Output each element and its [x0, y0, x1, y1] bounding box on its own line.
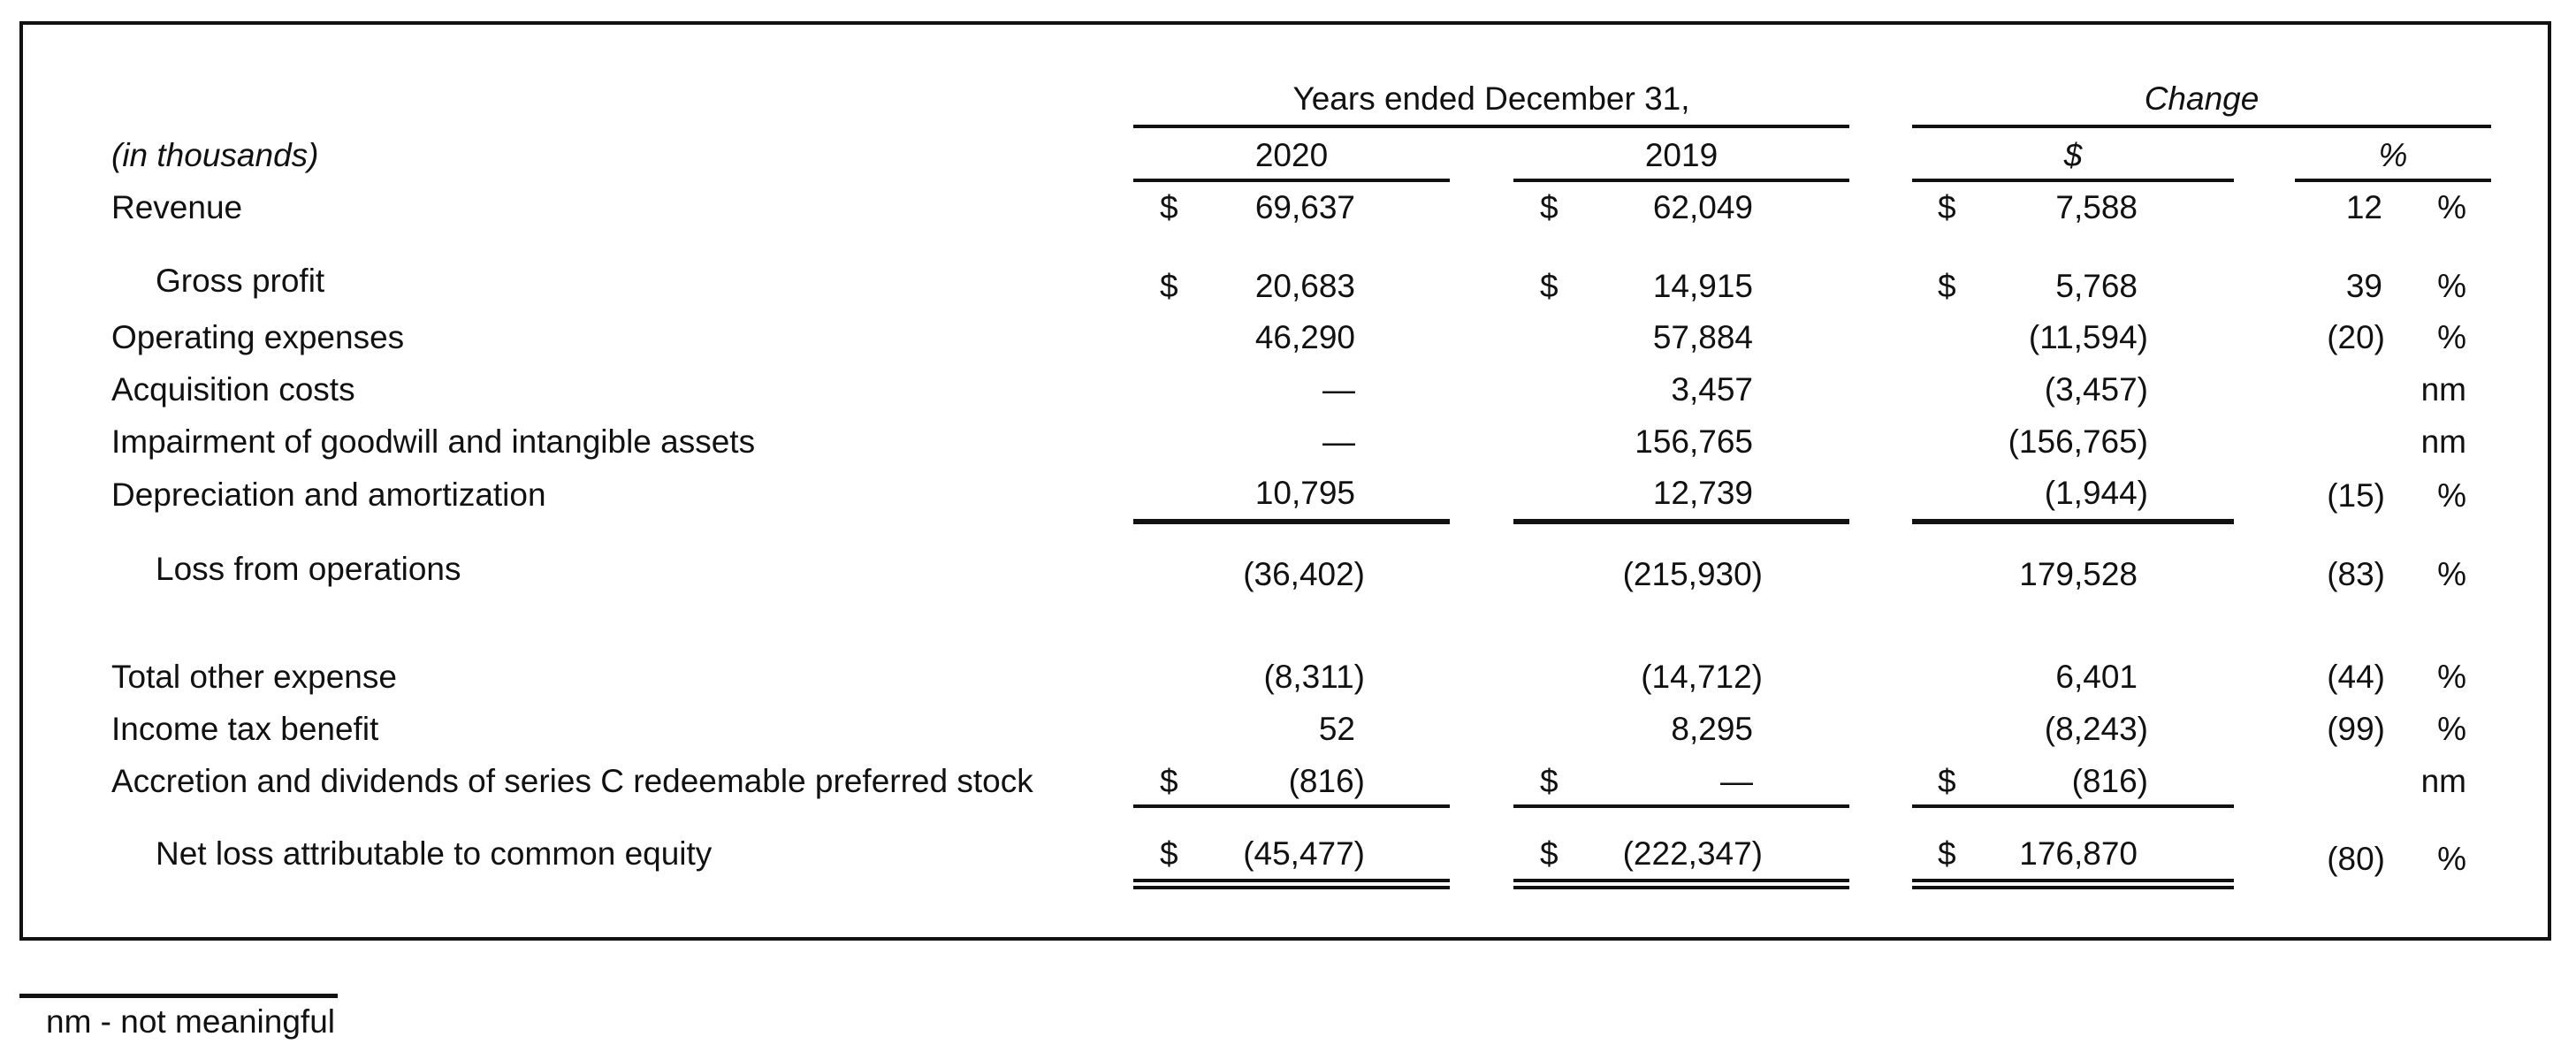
subtotal-rule — [1133, 519, 1450, 524]
pct-unit: % — [2437, 841, 2466, 877]
header-rule — [1133, 125, 1849, 128]
value-2020: 52 — [1318, 711, 1355, 747]
value-pct: (99) — [2327, 711, 2385, 747]
row-label: Impairment of goodwill and intangible assets — [111, 423, 756, 460]
value-2020: 20,683 — [1254, 268, 1355, 304]
units-label: (in thousands) — [111, 137, 319, 173]
row-label: Acquisition costs — [111, 371, 355, 408]
currency-sign: $ — [1938, 268, 1956, 304]
years-ended-header: Years ended December 31, — [1292, 80, 1690, 117]
value-2019: — — [1720, 763, 1753, 799]
pct-unit: % — [2437, 477, 2466, 514]
pct-unit: % — [2437, 711, 2466, 747]
column-rule — [1912, 179, 2234, 182]
value-change: (8,243) — [2044, 711, 2148, 747]
value-2019: 8,295 — [1671, 711, 1753, 747]
value-pct: (83) — [2327, 556, 2385, 592]
value-change: (11,594) — [2028, 319, 2148, 355]
col-2020-header: 2020 — [1254, 137, 1329, 173]
column-rule — [2295, 179, 2491, 182]
col-2019-header: 2019 — [1644, 137, 1719, 173]
row-label: Operating expenses — [111, 319, 405, 355]
header-rule — [1912, 125, 2491, 128]
row-label: Loss from operations — [156, 551, 461, 587]
footnote-rule — [19, 994, 338, 998]
change-header: Change — [2144, 80, 2260, 117]
value-2020: (36,402) — [1243, 556, 1365, 592]
currency-sign: $ — [1540, 763, 1559, 799]
value-2019: 62,049 — [1652, 189, 1753, 225]
double-underline — [1513, 879, 1849, 889]
value-pct: 12 — [2345, 189, 2382, 225]
currency-sign: $ — [1160, 835, 1178, 872]
row-label: Net loss attributable to common equity — [156, 835, 713, 872]
value-2020: 69,637 — [1254, 189, 1355, 225]
value-2019: 14,915 — [1652, 268, 1753, 304]
value-2019: (222,347) — [1622, 835, 1763, 872]
value-2020: (8,311) — [1263, 659, 1365, 695]
currency-sign: $ — [1160, 763, 1178, 799]
value-2020: — — [1322, 371, 1355, 408]
column-rule — [1513, 179, 1849, 182]
value-change: 7,588 — [2055, 189, 2138, 225]
row-label: Income tax benefit — [111, 711, 379, 747]
row-label: Gross profit — [156, 263, 325, 299]
value-2020: — — [1322, 423, 1355, 460]
value-pct: (44) — [2327, 659, 2385, 695]
pct-unit: % — [2437, 659, 2466, 695]
row-label: Revenue — [111, 189, 243, 225]
value-pct: 39 — [2345, 268, 2382, 304]
total-rule — [1912, 804, 2234, 808]
currency-sign: $ — [1938, 835, 1956, 872]
row-label: Total other expense — [111, 659, 397, 695]
pct-unit: % — [2437, 556, 2466, 592]
pct-unit: nm — [2420, 763, 2466, 799]
col-dollar-change-header: $ — [2063, 137, 2083, 173]
currency-sign: $ — [1540, 189, 1559, 225]
value-change: (156,765) — [2008, 423, 2148, 460]
pct-unit: nm — [2420, 423, 2466, 460]
value-2019: 12,739 — [1652, 475, 1753, 511]
value-change: 179,528 — [2019, 556, 2138, 592]
value-change: 5,768 — [2055, 268, 2138, 304]
value-change: (816) — [2071, 763, 2148, 799]
value-2020: 10,795 — [1254, 475, 1355, 511]
total-rule — [1133, 804, 1450, 808]
footnote: nm - not meaningful — [46, 1003, 336, 1040]
subtotal-rule — [1513, 519, 1849, 524]
row-label: Depreciation and amortization — [111, 476, 546, 513]
currency-sign: $ — [1938, 763, 1956, 799]
currency-sign: $ — [1540, 835, 1559, 872]
col-pct-change-header: % — [2378, 137, 2408, 173]
total-rule — [1513, 804, 1849, 808]
row-label: Accretion and dividends of series C redeemable preferred stock — [111, 763, 1033, 799]
currency-sign: $ — [1938, 189, 1956, 225]
currency-sign: $ — [1160, 268, 1178, 304]
value-2019: (14,712) — [1641, 659, 1763, 695]
value-2020: 46,290 — [1254, 319, 1355, 355]
pct-unit: % — [2437, 319, 2466, 355]
value-change: (1,944) — [2044, 475, 2148, 511]
value-2019: 57,884 — [1652, 319, 1753, 355]
value-2020: (45,477) — [1243, 835, 1365, 872]
value-change: 176,870 — [2019, 835, 2138, 872]
value-change: (3,457) — [2044, 371, 2148, 408]
value-pct: (15) — [2327, 477, 2385, 514]
pct-unit: % — [2437, 189, 2466, 225]
value-2020: (816) — [1288, 763, 1365, 799]
value-2019: (215,930) — [1622, 556, 1763, 592]
double-underline — [1912, 879, 2234, 889]
pct-unit: % — [2437, 268, 2466, 304]
double-underline — [1133, 879, 1450, 889]
value-change: 6,401 — [2055, 659, 2138, 695]
pct-unit: nm — [2420, 371, 2466, 408]
currency-sign: $ — [1540, 268, 1559, 304]
value-pct: (80) — [2327, 841, 2385, 877]
value-pct: (20) — [2327, 319, 2385, 355]
value-2019: 156,765 — [1635, 423, 1753, 460]
column-rule — [1133, 179, 1450, 182]
value-2019: 3,457 — [1671, 371, 1753, 408]
subtotal-rule — [1912, 519, 2234, 524]
currency-sign: $ — [1160, 189, 1178, 225]
